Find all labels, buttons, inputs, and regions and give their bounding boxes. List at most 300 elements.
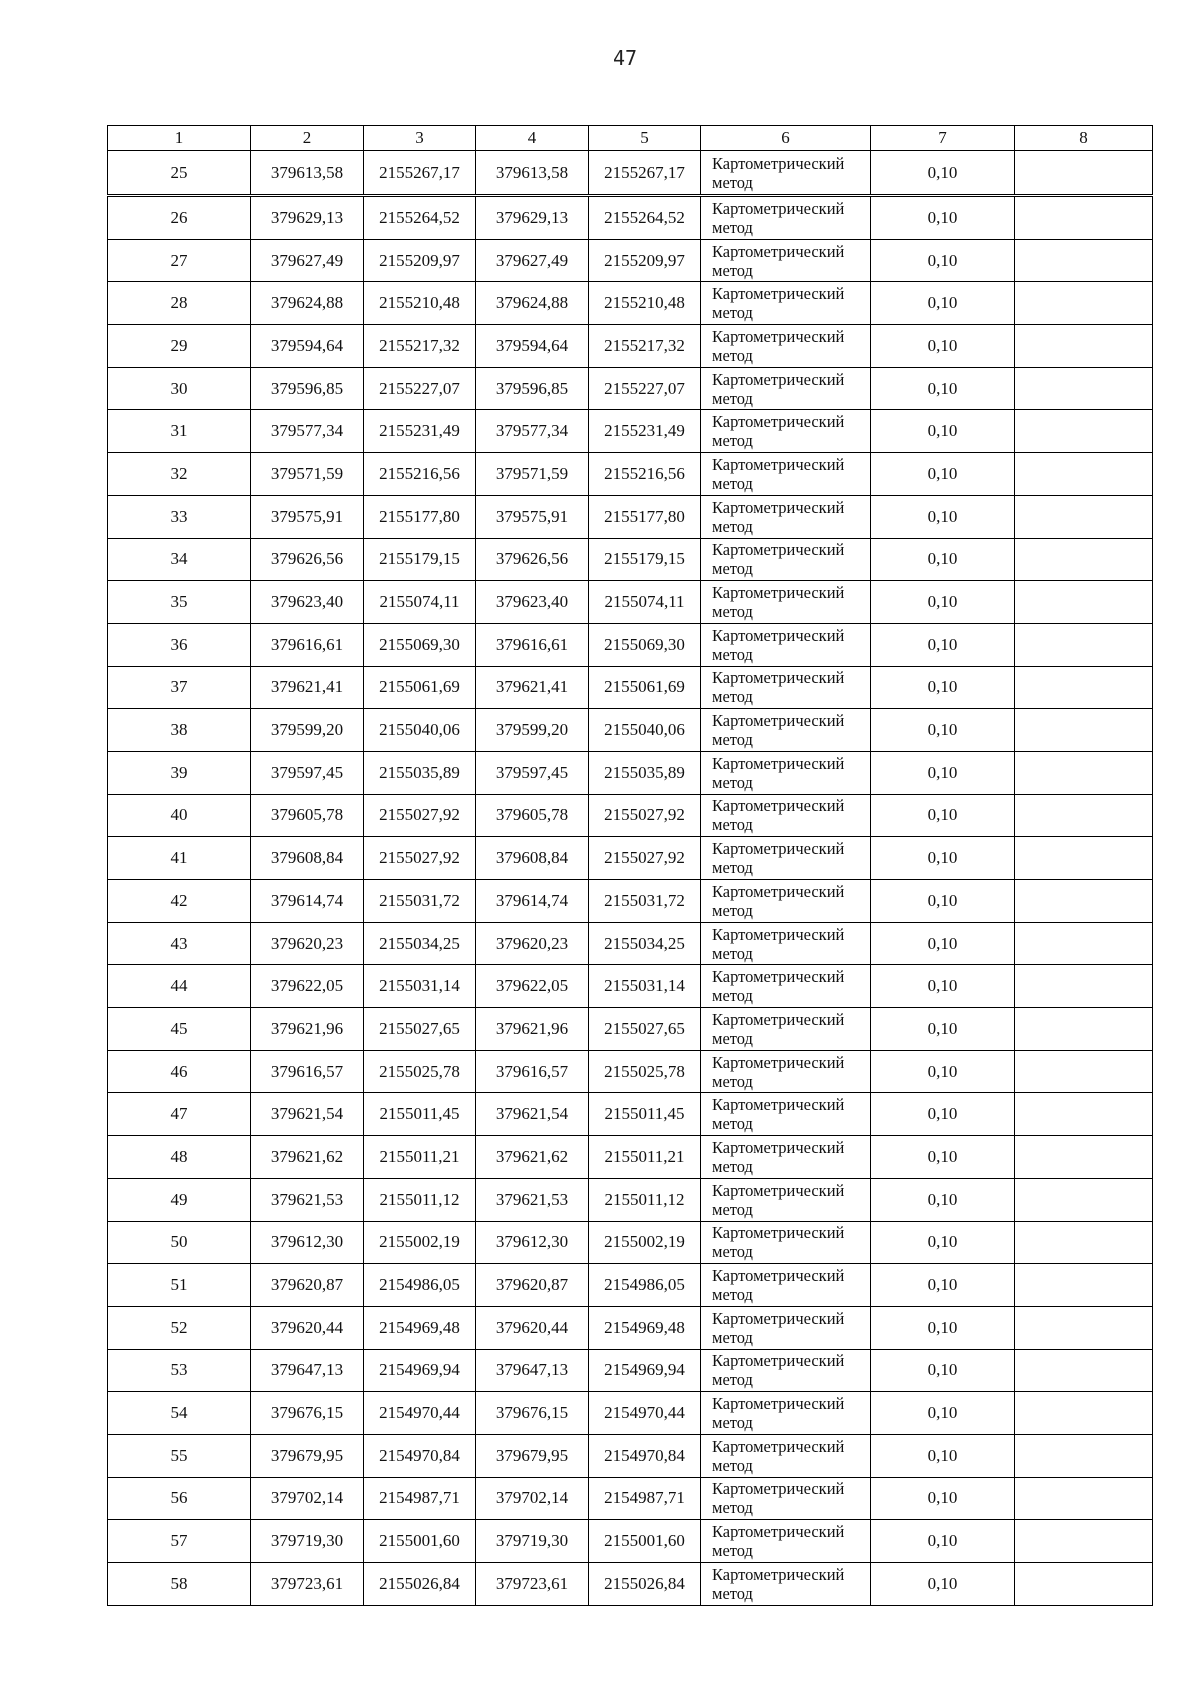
y-cell: 2155002,19	[589, 1221, 701, 1264]
method-cell: Картометрический метод	[701, 581, 871, 624]
note-cell	[1015, 538, 1153, 581]
x-cell: 379575,91	[476, 495, 589, 538]
y-cell: 2155025,78	[589, 1050, 701, 1093]
table-row	[108, 239, 1153, 282]
x-cell: 379594,64	[251, 325, 364, 368]
accuracy-cell: 0,10	[871, 666, 1015, 709]
y-cell: 2155177,80	[364, 495, 476, 538]
x-cell: 379616,61	[251, 623, 364, 666]
table-row	[108, 1477, 1153, 1520]
x-cell: 379620,23	[251, 922, 364, 965]
y-cell: 2155216,56	[364, 453, 476, 496]
method-cell: Картометрический метод	[701, 709, 871, 752]
table-row	[108, 1008, 1153, 1051]
method-cell: Картометрический метод	[701, 367, 871, 410]
x-cell: 379626,56	[251, 538, 364, 581]
y-cell: 2155216,56	[589, 453, 701, 496]
note-cell	[1015, 1520, 1153, 1563]
table-row	[108, 1264, 1153, 1307]
y-cell: 2155027,65	[364, 1008, 476, 1051]
column-header: 5	[589, 126, 701, 151]
y-cell: 2155026,84	[589, 1563, 701, 1606]
accuracy-cell: 0,10	[871, 794, 1015, 837]
x-cell: 379629,13	[476, 196, 589, 240]
method-cell: Картометрический метод	[701, 1306, 871, 1349]
y-cell: 2155011,12	[364, 1178, 476, 1221]
x-cell: 379647,13	[251, 1349, 364, 1392]
y-cell: 2154970,84	[364, 1434, 476, 1477]
method-cell: Картометрический метод	[701, 1050, 871, 1093]
accuracy-cell: 0,10	[871, 196, 1015, 240]
coordinates-table	[107, 125, 1153, 1606]
table-row	[108, 837, 1153, 880]
y-cell: 2155074,11	[364, 581, 476, 624]
point-number-cell: 32	[108, 453, 251, 496]
table-body	[108, 151, 1153, 1606]
method-cell: Картометрический метод	[701, 1264, 871, 1307]
column-header: 3	[364, 126, 476, 151]
method-cell: Картометрический метод	[701, 453, 871, 496]
y-cell: 2155074,11	[589, 581, 701, 624]
method-cell: Картометрический метод	[701, 623, 871, 666]
accuracy-cell: 0,10	[871, 581, 1015, 624]
method-cell: Картометрический метод	[701, 751, 871, 794]
accuracy-cell: 0,10	[871, 1264, 1015, 1307]
y-cell: 2155040,06	[589, 709, 701, 752]
table-row	[108, 1434, 1153, 1477]
y-cell: 2155231,49	[364, 410, 476, 453]
y-cell: 2155177,80	[589, 495, 701, 538]
point-number-cell: 57	[108, 1520, 251, 1563]
point-number-cell: 25	[108, 151, 251, 196]
table-row	[108, 538, 1153, 581]
x-cell: 379577,34	[476, 410, 589, 453]
y-cell: 2154969,48	[589, 1306, 701, 1349]
column-header: 7	[871, 126, 1015, 151]
x-cell: 379594,64	[476, 325, 589, 368]
y-cell: 2154970,44	[364, 1392, 476, 1435]
accuracy-cell: 0,10	[871, 410, 1015, 453]
point-number-cell: 55	[108, 1434, 251, 1477]
point-number-cell: 43	[108, 922, 251, 965]
table-row	[108, 965, 1153, 1008]
accuracy-cell: 0,10	[871, 1093, 1015, 1136]
note-cell	[1015, 666, 1153, 709]
note-cell	[1015, 1306, 1153, 1349]
accuracy-cell: 0,10	[871, 709, 1015, 752]
accuracy-cell: 0,10	[871, 1008, 1015, 1051]
note-cell	[1015, 581, 1153, 624]
accuracy-cell: 0,10	[871, 751, 1015, 794]
note-cell	[1015, 922, 1153, 965]
point-number-cell: 44	[108, 965, 251, 1008]
accuracy-cell: 0,10	[871, 453, 1015, 496]
method-cell: Картометрический метод	[701, 1221, 871, 1264]
note-cell	[1015, 1050, 1153, 1093]
accuracy-cell: 0,10	[871, 1392, 1015, 1435]
y-cell: 2155031,72	[364, 880, 476, 923]
y-cell: 2154969,48	[364, 1306, 476, 1349]
y-cell: 2154986,05	[364, 1264, 476, 1307]
x-cell: 379621,53	[476, 1178, 589, 1221]
note-cell	[1015, 495, 1153, 538]
x-cell: 379575,91	[251, 495, 364, 538]
table-row	[108, 1520, 1153, 1563]
note-cell	[1015, 196, 1153, 240]
y-cell: 2155025,78	[364, 1050, 476, 1093]
method-cell: Картометрический метод	[701, 1093, 871, 1136]
y-cell: 2155031,14	[364, 965, 476, 1008]
note-cell	[1015, 410, 1153, 453]
point-number-cell: 29	[108, 325, 251, 368]
note-cell	[1015, 1477, 1153, 1520]
point-number-cell: 50	[108, 1221, 251, 1264]
accuracy-cell: 0,10	[871, 922, 1015, 965]
point-number-cell: 54	[108, 1392, 251, 1435]
y-cell: 2154970,44	[589, 1392, 701, 1435]
method-cell: Картометрический метод	[701, 965, 871, 1008]
column-header: 2	[251, 126, 364, 151]
point-number-cell: 45	[108, 1008, 251, 1051]
accuracy-cell: 0,10	[871, 1050, 1015, 1093]
x-cell: 379599,20	[251, 709, 364, 752]
x-cell: 379624,88	[476, 282, 589, 325]
x-cell: 379676,15	[476, 1392, 589, 1435]
note-cell	[1015, 282, 1153, 325]
table-row	[108, 1221, 1153, 1264]
y-cell: 2155034,25	[589, 922, 701, 965]
column-header: 4	[476, 126, 589, 151]
x-cell: 379621,41	[476, 666, 589, 709]
y-cell: 2155061,69	[589, 666, 701, 709]
note-cell	[1015, 453, 1153, 496]
x-cell: 379608,84	[476, 837, 589, 880]
note-cell	[1015, 623, 1153, 666]
method-cell: Картометрический метод	[701, 1477, 871, 1520]
x-cell: 379723,61	[476, 1563, 589, 1606]
method-cell: Картометрический метод	[701, 1008, 871, 1051]
point-number-cell: 37	[108, 666, 251, 709]
y-cell: 2155061,69	[364, 666, 476, 709]
x-cell: 379719,30	[476, 1520, 589, 1563]
x-cell: 379605,78	[251, 794, 364, 837]
note-cell	[1015, 880, 1153, 923]
accuracy-cell: 0,10	[871, 1221, 1015, 1264]
method-cell: Картометрический метод	[701, 794, 871, 837]
y-cell: 2155264,52	[364, 196, 476, 240]
note-cell	[1015, 965, 1153, 1008]
point-number-cell: 27	[108, 239, 251, 282]
accuracy-cell: 0,10	[871, 239, 1015, 282]
note-cell	[1015, 1392, 1153, 1435]
x-cell: 379616,57	[476, 1050, 589, 1093]
method-cell: Картометрический метод	[701, 325, 871, 368]
method-cell: Картометрический метод	[701, 410, 871, 453]
y-cell: 2155264,52	[589, 196, 701, 240]
accuracy-cell: 0,10	[871, 1306, 1015, 1349]
y-cell: 2155217,32	[589, 325, 701, 368]
y-cell: 2155031,14	[589, 965, 701, 1008]
table-row	[108, 922, 1153, 965]
method-cell: Картометрический метод	[701, 1136, 871, 1179]
x-cell: 379621,53	[251, 1178, 364, 1221]
point-number-cell: 38	[108, 709, 251, 752]
x-cell: 379723,61	[251, 1563, 364, 1606]
point-number-cell: 47	[108, 1093, 251, 1136]
table-row	[108, 1093, 1153, 1136]
note-cell	[1015, 837, 1153, 880]
x-cell: 379702,14	[476, 1477, 589, 1520]
y-cell: 2155011,45	[589, 1093, 701, 1136]
x-cell: 379597,45	[476, 751, 589, 794]
method-cell: Картометрический метод	[701, 666, 871, 709]
point-number-cell: 46	[108, 1050, 251, 1093]
accuracy-cell: 0,10	[871, 1136, 1015, 1179]
point-number-cell: 41	[108, 837, 251, 880]
y-cell: 2155227,07	[364, 367, 476, 410]
method-cell: Картометрический метод	[701, 495, 871, 538]
y-cell: 2154970,84	[589, 1434, 701, 1477]
accuracy-cell: 0,10	[871, 1178, 1015, 1221]
accuracy-cell: 0,10	[871, 1349, 1015, 1392]
column-header: 8	[1015, 126, 1153, 151]
x-cell: 379597,45	[251, 751, 364, 794]
y-cell: 2155267,17	[364, 151, 476, 196]
x-cell: 379613,58	[476, 151, 589, 196]
x-cell: 379614,74	[251, 880, 364, 923]
accuracy-cell: 0,10	[871, 837, 1015, 880]
y-cell: 2154987,71	[364, 1477, 476, 1520]
table-row	[108, 495, 1153, 538]
y-cell: 2155210,48	[364, 282, 476, 325]
table-row	[108, 1563, 1153, 1606]
y-cell: 2155069,30	[364, 623, 476, 666]
x-cell: 379605,78	[476, 794, 589, 837]
y-cell: 2155040,06	[364, 709, 476, 752]
y-cell: 2155027,92	[364, 794, 476, 837]
y-cell: 2155011,45	[364, 1093, 476, 1136]
y-cell: 2155026,84	[364, 1563, 476, 1606]
x-cell: 379629,13	[251, 196, 364, 240]
note-cell	[1015, 1093, 1153, 1136]
method-cell: Картометрический метод	[701, 196, 871, 240]
method-cell: Картометрический метод	[701, 1349, 871, 1392]
x-cell: 379620,23	[476, 922, 589, 965]
note-cell	[1015, 1221, 1153, 1264]
x-cell: 379620,44	[251, 1306, 364, 1349]
accuracy-cell: 0,10	[871, 623, 1015, 666]
x-cell: 379614,74	[476, 880, 589, 923]
note-cell	[1015, 1178, 1153, 1221]
accuracy-cell: 0,10	[871, 538, 1015, 581]
y-cell: 2155209,97	[364, 239, 476, 282]
method-cell: Картометрический метод	[701, 880, 871, 923]
x-cell: 379613,58	[251, 151, 364, 196]
table-row	[108, 1050, 1153, 1093]
note-cell	[1015, 709, 1153, 752]
x-cell: 379622,05	[476, 965, 589, 1008]
table-row	[108, 196, 1153, 240]
table-row	[108, 709, 1153, 752]
accuracy-cell: 0,10	[871, 1563, 1015, 1606]
x-cell: 379627,49	[476, 239, 589, 282]
x-cell: 379626,56	[476, 538, 589, 581]
x-cell: 379623,40	[251, 581, 364, 624]
method-cell: Картометрический метод	[701, 922, 871, 965]
x-cell: 379621,41	[251, 666, 364, 709]
table-row	[108, 880, 1153, 923]
method-cell: Картометрический метод	[701, 1434, 871, 1477]
x-cell: 379616,61	[476, 623, 589, 666]
y-cell: 2155001,60	[364, 1520, 476, 1563]
point-number-cell: 40	[108, 794, 251, 837]
method-cell: Картометрический метод	[701, 837, 871, 880]
point-number-cell: 52	[108, 1306, 251, 1349]
accuracy-cell: 0,10	[871, 1434, 1015, 1477]
point-number-cell: 35	[108, 581, 251, 624]
note-cell	[1015, 1563, 1153, 1606]
x-cell: 379612,30	[476, 1221, 589, 1264]
x-cell: 379624,88	[251, 282, 364, 325]
x-cell: 379679,95	[251, 1434, 364, 1477]
y-cell: 2155231,49	[589, 410, 701, 453]
table-row	[108, 1136, 1153, 1179]
note-cell	[1015, 1264, 1153, 1307]
point-number-cell: 28	[108, 282, 251, 325]
method-cell: Картометрический метод	[701, 282, 871, 325]
x-cell: 379621,54	[476, 1093, 589, 1136]
y-cell: 2155011,21	[589, 1136, 701, 1179]
table-row	[108, 1392, 1153, 1435]
y-cell: 2155227,07	[589, 367, 701, 410]
point-number-cell: 58	[108, 1563, 251, 1606]
point-number-cell: 34	[108, 538, 251, 581]
x-cell: 379616,57	[251, 1050, 364, 1093]
x-cell: 379599,20	[476, 709, 589, 752]
x-cell: 379621,54	[251, 1093, 364, 1136]
table-row	[108, 453, 1153, 496]
point-number-cell: 30	[108, 367, 251, 410]
accuracy-cell: 0,10	[871, 965, 1015, 1008]
note-cell	[1015, 367, 1153, 410]
table-row	[108, 325, 1153, 368]
accuracy-cell: 0,10	[871, 151, 1015, 196]
page-number: 47	[612, 46, 638, 70]
method-cell: Картометрический метод	[701, 151, 871, 196]
y-cell: 2155069,30	[589, 623, 701, 666]
table-row	[108, 666, 1153, 709]
point-number-cell: 33	[108, 495, 251, 538]
table-row	[108, 410, 1153, 453]
y-cell: 2155011,12	[589, 1178, 701, 1221]
y-cell: 2155027,92	[589, 837, 701, 880]
column-number-row	[108, 126, 1153, 151]
y-cell: 2155027,92	[589, 794, 701, 837]
y-cell: 2155267,17	[589, 151, 701, 196]
y-cell: 2154987,71	[589, 1477, 701, 1520]
x-cell: 379676,15	[251, 1392, 364, 1435]
note-cell	[1015, 151, 1153, 196]
y-cell: 2154986,05	[589, 1264, 701, 1307]
method-cell: Картометрический метод	[701, 1563, 871, 1606]
x-cell: 379571,59	[476, 453, 589, 496]
note-cell	[1015, 1008, 1153, 1051]
table-row	[108, 581, 1153, 624]
x-cell: 379623,40	[476, 581, 589, 624]
table-row	[108, 794, 1153, 837]
y-cell: 2155209,97	[589, 239, 701, 282]
x-cell: 379596,85	[476, 367, 589, 410]
y-cell: 2155031,72	[589, 880, 701, 923]
y-cell: 2155217,32	[364, 325, 476, 368]
note-cell	[1015, 1349, 1153, 1392]
table-row	[108, 1178, 1153, 1221]
y-cell: 2155027,65	[589, 1008, 701, 1051]
x-cell: 379571,59	[251, 453, 364, 496]
point-number-cell: 51	[108, 1264, 251, 1307]
point-number-cell: 36	[108, 623, 251, 666]
point-number-cell: 48	[108, 1136, 251, 1179]
table-row	[108, 751, 1153, 794]
method-cell: Картометрический метод	[701, 538, 871, 581]
x-cell: 379719,30	[251, 1520, 364, 1563]
table-row	[108, 151, 1153, 196]
method-cell: Картометрический метод	[701, 1392, 871, 1435]
x-cell: 379620,87	[251, 1264, 364, 1307]
x-cell: 379647,13	[476, 1349, 589, 1392]
x-cell: 379621,96	[476, 1008, 589, 1051]
table-row	[108, 1306, 1153, 1349]
point-number-cell: 31	[108, 410, 251, 453]
y-cell: 2155001,60	[589, 1520, 701, 1563]
table-row	[108, 623, 1153, 666]
y-cell: 2155011,21	[364, 1136, 476, 1179]
accuracy-cell: 0,10	[871, 282, 1015, 325]
x-cell: 379627,49	[251, 239, 364, 282]
x-cell: 379621,62	[476, 1136, 589, 1179]
accuracy-cell: 0,10	[871, 325, 1015, 368]
y-cell: 2155035,89	[589, 751, 701, 794]
note-cell	[1015, 751, 1153, 794]
x-cell: 379577,34	[251, 410, 364, 453]
column-header: 6	[701, 126, 871, 151]
point-number-cell: 56	[108, 1477, 251, 1520]
x-cell: 379702,14	[251, 1477, 364, 1520]
x-cell: 379596,85	[251, 367, 364, 410]
accuracy-cell: 0,10	[871, 1477, 1015, 1520]
note-cell	[1015, 239, 1153, 282]
x-cell: 379612,30	[251, 1221, 364, 1264]
y-cell: 2155034,25	[364, 922, 476, 965]
x-cell: 379620,87	[476, 1264, 589, 1307]
point-number-cell: 53	[108, 1349, 251, 1392]
accuracy-cell: 0,10	[871, 880, 1015, 923]
note-cell	[1015, 794, 1153, 837]
y-cell: 2154969,94	[589, 1349, 701, 1392]
point-number-cell: 39	[108, 751, 251, 794]
x-cell: 379679,95	[476, 1434, 589, 1477]
table-row	[108, 282, 1153, 325]
table-row	[108, 367, 1153, 410]
note-cell	[1015, 325, 1153, 368]
note-cell	[1015, 1434, 1153, 1477]
y-cell: 2155027,92	[364, 837, 476, 880]
y-cell: 2154969,94	[364, 1349, 476, 1392]
y-cell: 2155035,89	[364, 751, 476, 794]
point-number-cell: 49	[108, 1178, 251, 1221]
x-cell: 379621,96	[251, 1008, 364, 1051]
method-cell: Картометрический метод	[701, 239, 871, 282]
